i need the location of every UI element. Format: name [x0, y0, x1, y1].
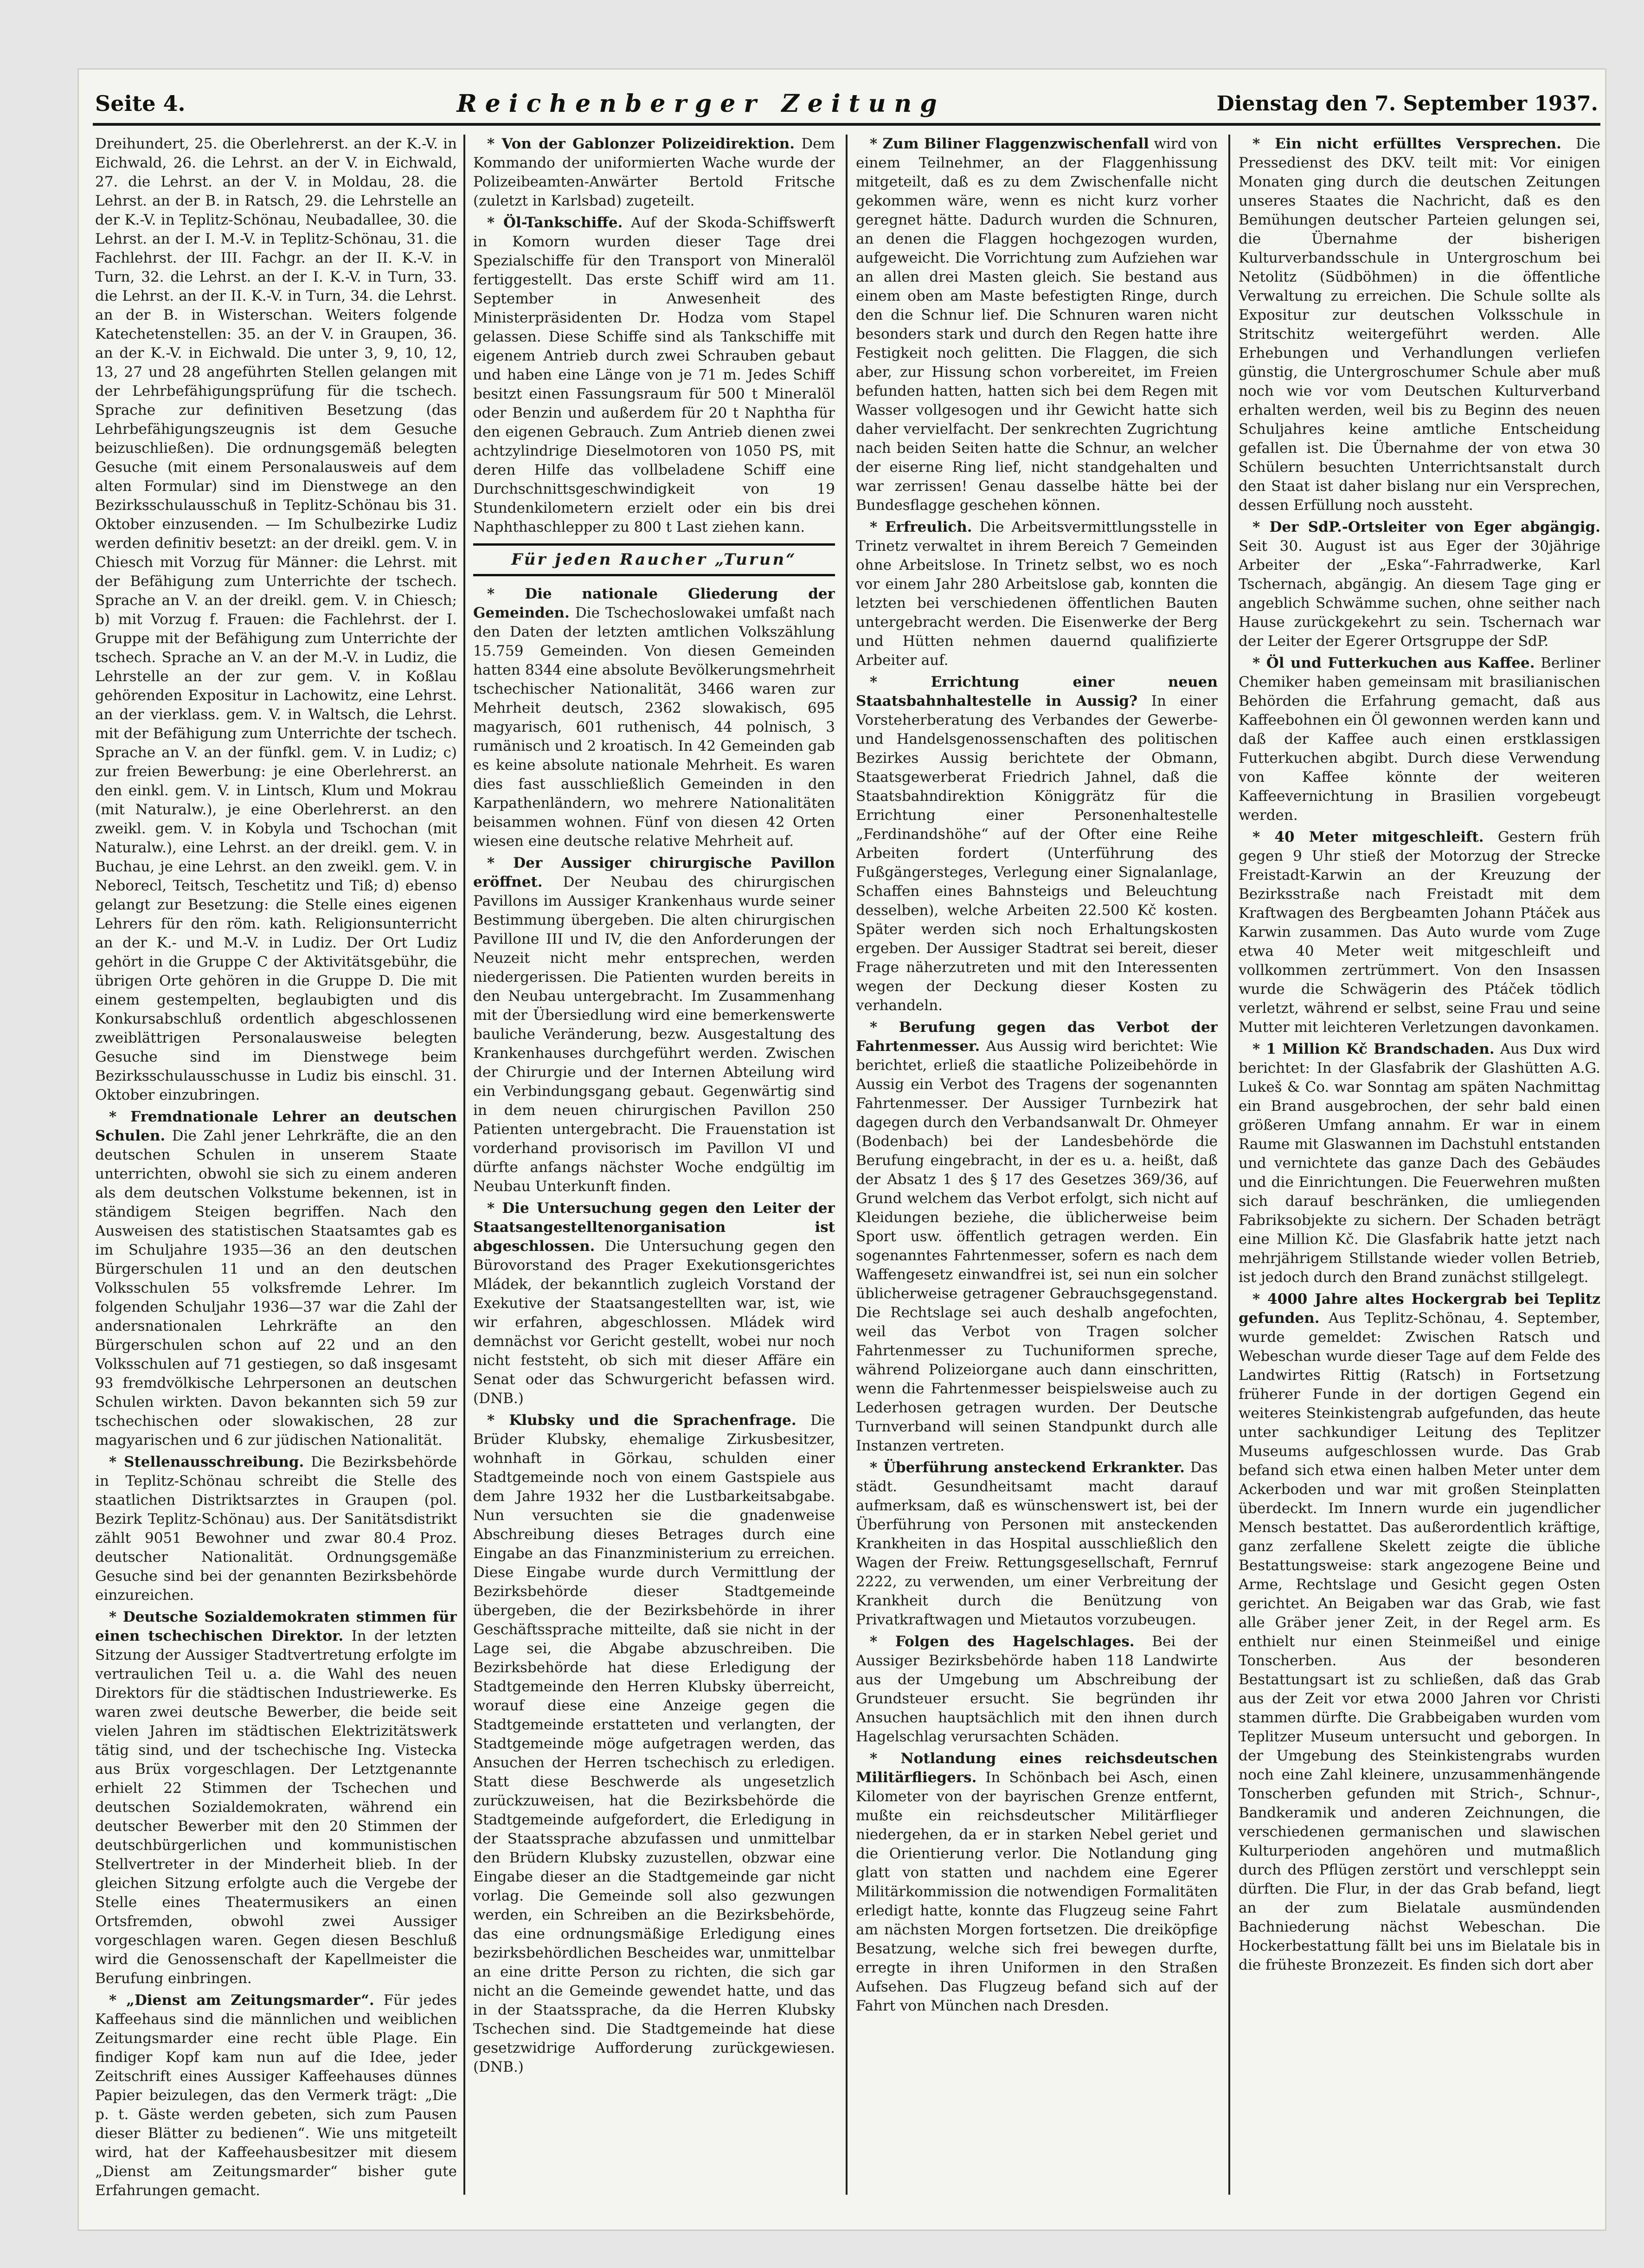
- article: [95, 1991, 457, 2200]
- article-body: Die Pressedienst des DKV. teilt mit: Vor einigen Monaten ging durch die deutschen Zeitungen unseres Staates die Nachricht, daß es den Bemühungen deutscher Parteien gelungen sei, die Übernahme der bisherigen Kulturverbandsschule in Untergroschum bei Netolitz (Südböhmen) in die öffentliche Verwaltung zu erreichen. Die Schule sollte als Expositur zur deutschen Volksschule in Stritschitz weitergeführt werden. Alle Erhebungen und Verhandlungen verliefen günstig, die Untergroschumer Schule aber muß noch wie vor vom Deutschen Kulturverband erhalten werden, weil bis zu Beginn des neuen Schuljahres keine amtliche Entscheidung gefallen ist. Die Übernahme der von etwa 30 Schülern besuchten Unterrichtsanstalt durch den Staat ist daher bislang nur ein Versprechen, dessen Erfüllung noch aussteht.: [1239, 135, 1600, 514]
- article-headline: * Stellenausschreibung.: [109, 1454, 304, 1470]
- article-body: In einer Vorsteherberatung des Verbandes der Gewerbe- und Handelsgenossenschaften des politischen Bezirkes Aussig berichtete der Obmann, Staatsgewerberat Friedrich Jahnel, daß die Staatsbahndirektion Königgrätz für die Errichtung einer Personenhaltestelle „Ferdinandshöhe“ auf der Ofter eine Reihe Arbeiten fordert (Unterführung des Fußgängersteges, Verlegung einer Signalanlage, Schaffen eines Bahnsteigs und Beleuchtung desselben), welche Arbeiten 22.500 Kč kosten. Später werden sich noch Erhaltungskosten ergeben. Der Aussiger Stadtrat sei bereit, dieser Frage näherzutreten und mit den Interessenten wegen der Deckung dieser Kosten zu verhandeln.: [856, 693, 1218, 1014]
- article-headline: * Fremdnationale Lehrer an deutschen Schulen.: [95, 1108, 457, 1144]
- article-headline: * Berufung gegen das Verbot der Fahrtenmesser.: [856, 1019, 1218, 1055]
- article-headline: * 40 Meter mitgeschleift.: [1252, 829, 1484, 845]
- masthead: [95, 87, 1598, 120]
- column-divider: [463, 135, 465, 2195]
- article: [95, 1453, 457, 1605]
- article: [473, 1411, 835, 2077]
- column-2: [473, 135, 835, 2204]
- article-body: Die Bezirksbehörde in Teplitz-Schönau schreibt die Stelle des staatlichen Distriktsarztes in Graupen (pol. Bezirk Teplitz-Schönau) aus. Der Sanitätsdistrikt zählt 9051 Bewohner und zwar 80.4 Proz. deutscher Nationalität. Ordnungsgemäße Gesuche sind bei der genannten Bezirksbehörde einzureichen.: [95, 1454, 457, 1604]
- article-headline: * Der SdP.-Ortsleiter von Eger abgängig.: [1252, 519, 1600, 535]
- article-body: Gestern früh gegen 9 Uhr stieß der Motorzug der Strecke Freistadt-Karwin an der Kreuzung der Bezirksstraße nach Freistadt mit dem Kraftwagen des Bergbeamten Johann Ptáček aus Karwin zusammen. Das Auto wurde vom Zuge etwa 40 Meter weit mitgeschleift und vollkommen zertrümmert. Von den Insassen wurde die Schwägerin des Ptáček tödlich verletzt, während er selbst, seine Frau und seine Mutter mit leichteren Verletzungen davonkamen.: [1239, 829, 1600, 1036]
- column-1: [95, 135, 457, 2204]
- article-headline: * Von der Gablonzer Polizeidirektion.: [487, 135, 795, 152]
- column-3: [856, 135, 1218, 2204]
- page-number: Seite 4.: [95, 91, 186, 116]
- newspaper-title: Reichenberger Zeitung: [456, 89, 945, 118]
- article: [1239, 1290, 1600, 1975]
- article-headline: * Erfreulich.: [870, 519, 972, 535]
- advertisement-banner: Für jeden Raucher „Turun“: [473, 543, 835, 576]
- article: [473, 213, 835, 537]
- article-headline: * 1 Million Kč Brandschaden.: [1252, 1041, 1495, 1057]
- article-headline: * Klubsky und die Sprachenfrage.: [487, 1412, 796, 1429]
- article-body: Dem Kommando der uniformierten Wache wurde der Polizeibeamten-Anwärter Bertold Fritsche (zuletzt in Karlsbad) zugeteilt.: [473, 135, 835, 209]
- article: [856, 1632, 1218, 1746]
- article-body: Die Arbeitsvermittlungsstelle in Trinetz verwaltet in ihrem Bereich 7 Gemeinden ohne Arbeitslose. In Trinetz selbst, wo es noch vor einem Jahr 280 Arbeitslose gab, konnten die letzten bei verschiedenen öffentlichen Bauten untergebracht werden. Die Eisenwerke der Berg und Hütten nehmen dauernd qualifizierte Arbeiter auf.: [856, 519, 1218, 669]
- article-body: Für jedes Kaffeehaus sind die männlichen und weiblichen Zeitungsmarder eine recht üble Plage. Ein findiger Kopf kam nun auf die Idee, jeder Zeitschrift eines Aussiger Kaffeehauses dünnes Papier beizulegen, das den Vermerk trägt: „Die p. t. Gäste werden gebeten, sich zum Pausen dieser Blätter zu bedienen“. Wie uns mitgeteilt wird, hat der Kaffeehausbesitzer mit diesem „Dienst am Zeitungsmarder“ bisher gute Erfahrungen gemacht.: [95, 1992, 457, 2199]
- article-headline: * Öl und Futterkuchen aus Kaffee.: [1252, 655, 1535, 671]
- article-headline: * Deutsche Sozialdemokraten stimmen für einen tschechischen Direktor.: [95, 1609, 457, 1644]
- issue-date: Dienstag den 7. September 1937.: [1216, 91, 1598, 116]
- article: [473, 854, 835, 1196]
- article-body: Seit 30. August ist aus Eger der 30jährige Arbeiter der „Eska“-Fahrradwerke, Karl Tschernach, abgängig. An diesem Tage ging er angeblich Schwämme suchen, ohne seither nach Hause zurückgekehrt zu sein. Tschernach war der Leiter der Egerer Ortsgruppe der SdP.: [1239, 538, 1600, 650]
- article-headline: * „Dienst am Zeitungsmarder“.: [109, 1992, 374, 2009]
- article: [1239, 654, 1600, 825]
- article-headline: * Ein nicht erfülltes Versprechen.: [1252, 135, 1561, 152]
- article: [856, 1749, 1218, 2016]
- article-body: Der Neubau des chirurgischen Pavillons im Aussiger Krankenhaus wurde seiner Bestimmung übergeben. Die alten chirurgischen Pavillone III und IV, die den Anforderungen der Neuzeit nicht mehr entsprechen, werden niedergerissen. Die Patienten wurden bereits in den Neubau untergebracht. Im Zusammenhang mit der Übersiedlung wird eine bemerkenswerte bauliche Veränderung, bezw. Ausgestaltung des Krankenhauses durchgeführt werden. Zwischen der Chirurgie und der Internen Abteilung wird ein Verbindungsgang gebaut. Gegenwärtig sind in dem neuen chirurgischen Pavillon 250 Patienten untergebracht. Die Frauenstation ist vorderhand provisorisch im Pavillon VI und dürfte anfangs nächster Woche endgültig im Neubau Unterkunft finden.: [473, 874, 835, 1195]
- column-divider: [1228, 135, 1230, 2195]
- article-body: Die Brüder Klubsky, ehemalige Zirkusbesitzer, wohnhaft in Görkau, schulden einer Stadtgemeinde noch von einem Gastspiele aus dem Jahre 1932 her die Lustbarkeitsabgabe. Nun versuchten sie die gnadenweise Abschreibung dieses Betrages durch eine Eingabe an das Finanzministerium zu erreichen. Diese Eingabe wurde durch Vermittlung der Bezirksbehörde dieser Stadtgemeinde übergeben, die der Bezirksbehörde in ihrer Geschäftssprache mitteilte, daß sie nicht in der Lage sei, die Abgabe abzuschreiben. Die Bezirksbehörde hat diese Erledigung der Stadtgemeinde den Herren Klubsky überreicht, worauf diese eine Anzeige gegen die Stadtgemeinde erstatteten und verlangten, der Stadtgemeinde möge aufgetragen werden, das Ansuchen der Herren tschechisch zu erledigen. Statt diese Beschwerde als ungesetzlich zurückzuweisen, hat die Bezirksbehörde die Stadtgemeinde aufgefordert, die Erledigung in der Staatssprache abzufassen und unmittelbar den Brüdern Klubsky zuzustellen, obzwar eine Eingabe dieser an die Stadtgemeinde gar nicht vorlag. Die Gemeinde soll also gezwungen werden, ein Schreiben an die Bezirksbehörde, das eine ordnungsmäßige Erledigung eines bezirksbehördlichen Bescheides war, unmittelbar an eine dritte Person zu richten, die sich gar nicht an die Gemeinde gewendet hatte, und das in der Staatssprache, da die Herren Klubsky Tschechen sind. Die Stadtgemeinde hat diese gesetzwidrige Aufforderung zurückgewiesen. (DNB.): [473, 1412, 835, 2075]
- article: [1239, 135, 1600, 515]
- article: [95, 1108, 457, 1450]
- article: [856, 518, 1218, 670]
- article-body: Aus Teplitz-Schönau, 4. September, wurde gemeldet: Zwischen Ratsch und Webeschan wurde dieser Tage auf dem Felde des Landwirtes Rittig (Ratsch) in Fortsetzung früherer Funde in der dortigen Gegend ein weiteres Steinkistengrab aufgefunden, das heute unter sachkundiger Leitung des Teplitzer Museums aufgeschlossen wurde. Das Grab befand sich etwa einen halben Meter unter dem Ackerboden und war mit großen Steinplatten überdeckt. Im Innern wurde ein jugendlicher Mensch bestattet. Das außerordentlich kräftige, ganz zerfallene Skelett zeigte die übliche Bestattungsweise: stark angezogene Beine und Arme, Rechtslage und Gesicht gegen Osten gerichtet. An Beigaben war das Grab, wie fast alle Gräber jener Zeit, in der Regel arm. Es enthielt nur einen Steinmeißel und einige Tonscherben. Aus der besonderen Bestattungsart ist zu schließen, daß das Grab aus der Zeit vor etwa 2000 Jahren vor Christi stammen dürfte. Die Grabbeigaben wurden vom Teplitzer Museum untersucht und geborgen. In der Umgebung des Steinkistengrabs wurden noch eine Zahl kleinere, unzusammenhängende Tonscherben gefunden mit Strich-, Schnur-, Bandkeramik und anderen Zeichnungen, die verschiedenen germanischen und slawischen Kulturperioden angehören und mutmaßlich durch des Pflügen zerstört und verschleppt sein dürften. Die Flur, in der das Grab befand, liegt an der zum Bielatale ausmündenden Bachniederung nächst Webeschan. Die Hockerbestattung fällt bei uns im Bielatale bis in die früheste Bronzezeit. Es finden sich dort aber: [1239, 1310, 1600, 1973]
- column-divider: [846, 135, 848, 2195]
- article-body: Auf der Skoda-Schiffswerft in Komorn wurden dieser Tage drei Spezialschiffe für den Transport von Mineralöl fertiggestellt. Das erste Schiff wird am 11. September in Anwesenheit des Ministerpräsidenten Dr. Hodza vom Stapel gelassen. Diese Schiffe sind als Tankschiffe mit eigenem Antrieb durch zwei Schrauben gebaut und haben eine Länge von je 71 m. Jedes Schiff besitzt einen Fassungsraum für 500 t Mineralöl oder Benzin und außerdem für 20 t Naphtha für den eigenen Gebrauch. Zum Antrieb dienen zwei achtzylindrige Dieselmotoren von 1050 PS, mit deren Hilfe das vollbeladene Schiff eine Durchschnittsgeschwindigkeit von 19 Stundenkilometern erzielt oder ein bis drei Naphthaschlepper zu 800 t Last ziehen kann.: [473, 214, 835, 535]
- article-body: wird von einem Teilnehmer, an der Flaggenhissung mitgeteilt, daß es zu dem Zwischenfalle nicht gekommen wäre, wenn es nicht kurz vorher geregnet hätte. Dadurch wurden die Schnuren, an denen die Flaggen hochgezogen wurden, aufgeweicht. Die Vorrichtung zum Aufziehen war an allen drei Masten gleich. Sie bestand aus einem oben am Maste befestigten Ringe, durch den die Schnur lief. Die Schnuren waren nicht besonders stark und durch den Regen hatte ihre Festigkeit noch gelitten. Die Flaggen, die sich aber, zur Hissung schon vorbereitet, im Freien befunden hatten, hatten sich bei dem Regen mit Wasser vollgesogen und ihr Gewicht hatte sich daher vervielfacht. Der senkrechten Zugrichtung nach beiden Seiten hatte die Schnur, an welcher der eiserne Ring lief, nicht standgehalten und war zerrissen! Genau dasselbe hätte bei der Bundesflagge geschehen können.: [856, 135, 1218, 514]
- article-body: Aus Dux wird berichtet: In der Glasfabrik der Glashütten A.G. Lukeš & Co. war Sonntag am späten Nachmittag ein Brand ausgebrochen, der sehr bald einen größeren Umfang annahm. Er war in einem Raume mit Glaswannen im Dachstuhl entstanden und vernichtete das ganze Dach des Gebäudes und die Einrichtungen. Die Feuerwehren mußten sich darauf beschränken, die umliegenden Fabriksobjekte zu sichern. Der Schaden beträgt eine Million Kč. Die Glasfabrik hatte jetzt nach mehrjährigem Stillstande wieder vollen Betrieb, ist jedoch durch den Brand zunächst stillgelegt.: [1239, 1041, 1600, 1286]
- article-body: Aus Aussig wird berichtet: Wie berichtet, erließ die staatliche Polizeibehörde in Aussig ein Verbot des Tragens der sogenannten Fahrtenmesser. Der Aussiger Turnbezirk hat dagegen durch den Verbandsanwalt Dr. Ohmeyer (Bodenbach) bei der Landesbehörde die Berufung eingebracht, in der es u. a. heißt, daß der Absatz 1 des § 17 des Gesetzes 369/36, auf Grund welchem das Verbot erfolgt, sich nicht auf Kleidungen beziehe, die üblicherweise beim Sport usw. öffentlich getragen werden. Ein sogenanntes Fahrtenmesser, sofern es nach dem Waffengesetz einwandfrei ist, sei nun ein solcher üblicherweise getragener Gebrauchsgegenstand. Die Rechtslage sei auch deshalb angefochten, weil das Verbot von Tragen solcher Fahrtenmesser zu Tuchuniformen spreche, während Polizeiorgane auch dann einschritten, wenn die Fahrtenmesser beispielsweise auch zu Lederhosen getragen wurden. Der Deutsche Turnverband will seinen Standpunkt durch alle Instanzen vertreten.: [856, 1038, 1218, 1454]
- article-headline: * Zum Biliner Flaggenzwischenfall: [870, 135, 1149, 152]
- article-headline: * Notlandung eines reichsdeutschen Militärfliegers.: [856, 1750, 1218, 1786]
- article: [856, 1458, 1218, 1630]
- article-body: Die Untersuchung gegen den Bürovorstand des Prager Exekutionsgerichtes Mládek, der bekanntlich zugleich Vorstand der Exekutive der Staatsangestellten war, ist, wie wir erfahren, abgeschlossen. Mládek wird demnächst vor Gericht gestellt, wobei nur noch nicht feststeht, ob sich mit dieser Affäre ein Senat oder das Schwurgericht befassen wird. (DNB.): [473, 1238, 835, 1407]
- article-headline: * Die Untersuchung gegen den Leiter der Staatsangestelltenorganisation ist abgeschlossen.: [473, 1200, 835, 1255]
- article-headline: * Öl-Tankschiffe.: [487, 214, 623, 231]
- article: [856, 135, 1218, 515]
- article: [1239, 828, 1600, 1037]
- article: [1239, 1040, 1600, 1287]
- article: [473, 1199, 835, 1408]
- article: [95, 1608, 457, 1988]
- column-4: [1239, 135, 1600, 2204]
- article-headline: * Errichtung einer neuen Staatsbahnhaltestelle in Aussig?: [856, 674, 1218, 709]
- article-body: In der letzten Sitzung der Aussiger Stadtvertretung erfolgte im vertraulichen Teil u. a. die Wahl des neuen Direktors für die städtischen Industriewerke. Es waren zwei deutsche Bewerber, die beide seit vielen Jahren im städtischen Elektrizitätswerk tätig sind, und der tschechische Ing. Vistecka aus Brüx vorgeschlagen. Der Letztgenannte erhielt 22 Stimmen der Tschechen und deutschen Sozialdemokraten, während ein deutscher Bewerber mit den 20 Stimmen der deutschbürgerlichen und kommunistischen Stellvertreter in der Minderheit blieb. In der gleichen Sitzung erfolgte auch die Vergebe der Stelle eines Theatermusikers an einen Ortsfremden, obwohl zwei Aussiger vorgeschlagen waren. Gegen diesen Beschluß wird die Genossenschaft der Kapellmeister die Berufung einbringen.: [95, 1628, 457, 1987]
- article-body: Dreihundert, 25. die Oberlehrerst. an der K.-V. in Eichwald, 26. die Lehrst. an der V. in Eichwald, 27. die Lehrst. an der V. in Moldau, 28. die Lehrst. an der B. in Ratsch, 29. die Lehrstelle an der K.-V. in Teplitz-Schönau, Neubadallee, 30. die Lehrst. an der I. M.-V. in Teplitz-Schönau, 31. die Fachlehrst. der III. Fachgr. an der II. K.-V. in Turn, 32. die Lehrst. an der I. K.-V. in Turn, 33. die Lehrst. an der II. K.-V. in Turn, 34. die Lehrst. an der B. in Wisterschan. Weiters folgende Katechetenstellen: 35. an der V. in Graupen, 36. an der K.-V. in Eichwald. Die unter 3, 9, 10, 12, 13, 27 und 28 angeführten Stellen gelangen mit der Lehrbefähigungsprüfung für die tschech. Sprache zur definitiven Besetzung (das Lehrbefähigungszeugnis ist dem Gesuche beizuschließen). Die ordnungsgemäß belegten Gesuche (mit einem Personalausweis auf dem alten Formular) sind im Dienstwege an den Bezirksschulausschuß in Teplitz-Schönau bis 31. Oktober einzusenden. — Im Schulbezirke Ludiz werden definitiv besetzt: an der dreikl. gem. V. in Chiesch mit Vorzug für Männer: die Lehrst. mit der Befähigung zum Unterrichte der tschech. Sprache an V. an der dreikl. gem. V. in Chiesch; b) mit Vorzug f. Frauen: die Fachlehrst. der I. Gruppe mit der Befähigung zum Unterrichte der tschech. Sprache an V. an der M.-V. in Ludiz, die Lehrstelle an der zur gem. V. in Koßlau gehörenden Expositur in Lachowitz, eine Lehrst. an der vierklass. gem. V. in Waltsch, die Lehrst. mit der Befähigung zum Unterrichte der tschech. Sprache an V. an der fünfkl. gem. V. in Ludiz; c) zur freien Bewerbung: je eine Oberlehrerst. an den einkl. gem. V. in Lintsch, Klum und Mokrau (mit Naturalw.), je eine Oberlehrerst. an den zweikl. gem. V. in Kobyla und Tschochan (mit Naturalw.), eine Lehrst. an der dreikl. gem. V. in Buchau, je eine Lehrst. an den zweikl. gem. V. in Neborecl, Teitsch, Teschetitz und Tiß; d) ebenso gelangt zur Besetzung: die Stelle eines eigenen Lehrers für den röm. kath. Religionsunterricht an der K.- und M.-V. in Ludiz. Der Ort Ludiz gehört in die Gruppe C der Aktivitätsgebühr, die übrigen Orte gehören in die Gruppe D. Die mit einem gestempelten, beglaubigten und dis Konkursabschluß ordentlich abgeschlossenen zweiblättrigen Personalausweise belegten Gesuche sind im Dienstwege beim Bezirksschulausschusse in Ludiz bis einschl. 31. Oktober einzubringen.: [95, 135, 457, 1103]
- article-body: Das städt. Gesundheitsamt macht darauf aufmerksam, daß es wünschenswert ist, bei der Überführung von Personen mit ansteckenden Krankheiten in das Hospital ausschließlich den Wagen der Freiw. Rettungsgesellschaft, Fernruf 2222, zu verwenden, um einer Verbreitung der Krankheit durch die Benützung von Privatkraftwagen und Mietautos vorzubeugen.: [856, 1459, 1218, 1628]
- article: [1239, 518, 1600, 651]
- article-headline: * Die nationale Gliederung der Gemeinden.: [473, 586, 835, 621]
- article-body: Die Tschechoslowakei umfaßt nach den Daten der letzten amtlichen Volkszählung 15.759 Gemeinden. Von diesen Gemeinden hatten 8344 eine absolute Bevölkerungsmehrheit tschechischer Nationalität, 3466 waren zur Mehrheit deutsch, 2362 slowakisch, 695 magyarisch, 601 ruthenisch, 44 polnisch, 3 rumänisch und 2 kroatisch. In 42 Gemeinden gab es keine absolute nationale Mehrheit. Es waren dies fast ausschließlich Gemeinden in den Karpathenländern, wo mehrere Nationalitäten beisammen wohnen. Fünf von diesen 42 Orten wiesen eine deutsche relative Mehrheit auf.: [473, 605, 835, 850]
- article-body: Berliner Chemiker haben gemeinsam mit brasilianischen Behörden die Erfahrung gemacht, daß aus Kaffeebohnen ein Öl gewonnen werden kann und daß der Kaffee auch einen erstklassigen Futterkuchen abgibt. Durch diese Verwendung von Kaffee könnte der weiteren Kaffeevernichtung in Brasilien vorgebeugt werden.: [1239, 655, 1600, 824]
- article-body: Bei der Aussiger Bezirksbehörde haben 118 Landwirte aus der Umgebung um Abschreibung der Grundsteuer ersucht. Sie begründen ihr Ansuchen hauptsächlich mit den ihnen durch Hagelschlag verursachten Schäden.: [856, 1633, 1218, 1745]
- article-headline: * Folgen des Hagelschlages.: [870, 1633, 1135, 1650]
- article-body: Die Zahl jener Lehrkräfte, die an den deutschen Schulen in unserem Staate unterrichten, obwohl sie sich zu einem anderen als dem deutschen Volkstume bekennen, ist in ständigem Steigen begriffen. Nach den Ausweisen des statistischen Staatsamtes gab es im Schuljahre 1935—36 an den deutschen Bürgerschulen 11 und an den deutschen Volksschulen 55 volksfremde Lehrer. Im folgenden Schuljahr 1936—37 war die Zahl der andersnationalen Lehrkräfte an den Bürgerschulen schon auf 22 und an den Volksschulen auf 71 gestiegen, so daß insgesamt 93 fremdvölkische Lehrpersonen an deutschen Schulen wirkten. Davon bekannten sich 59 zur tschechischen oder slowakischen, 28 zur magyarischen und 6 zur jüdischen Nationalität.: [95, 1128, 457, 1449]
- article-body: In Schönbach bei Asch, einen Kilometer von der bayrischen Grenze entfernt, mußte ein reichsdeutscher Militärflieger niedergehen, da er in starken Nebel geriet und die Orientierung verlor. Die Notlandung ging glatt von statten und nachdem eine Egerer Militärkommission die notwendigen Formalitäten erledigt hatte, konnte das Flugzeug seine Fahrt am nächsten Morgen fortsetzen. Die dreiköpfige Besatzung, welche sich frei bewegen durfte, erregte in ihren Uniformen in den Straßen Aufsehen. Das Flugzeug befand sich auf der Fahrt von München nach Dresden.: [856, 1769, 1218, 2014]
- article-headline: * Überführung ansteckend Erkrankter.: [870, 1459, 1185, 1476]
- article: [473, 585, 835, 851]
- article-headline: * Der Aussiger chirurgische Pavillon eröffnet.: [473, 855, 835, 890]
- article-headline: * 4000 Jahre altes Hockergrab bei Teplitz gefunden.: [1239, 1291, 1600, 1327]
- header-rule: [93, 123, 1600, 126]
- article: [856, 1018, 1218, 1456]
- article: [856, 673, 1218, 1015]
- article: [473, 135, 835, 211]
- article: [95, 135, 457, 1105]
